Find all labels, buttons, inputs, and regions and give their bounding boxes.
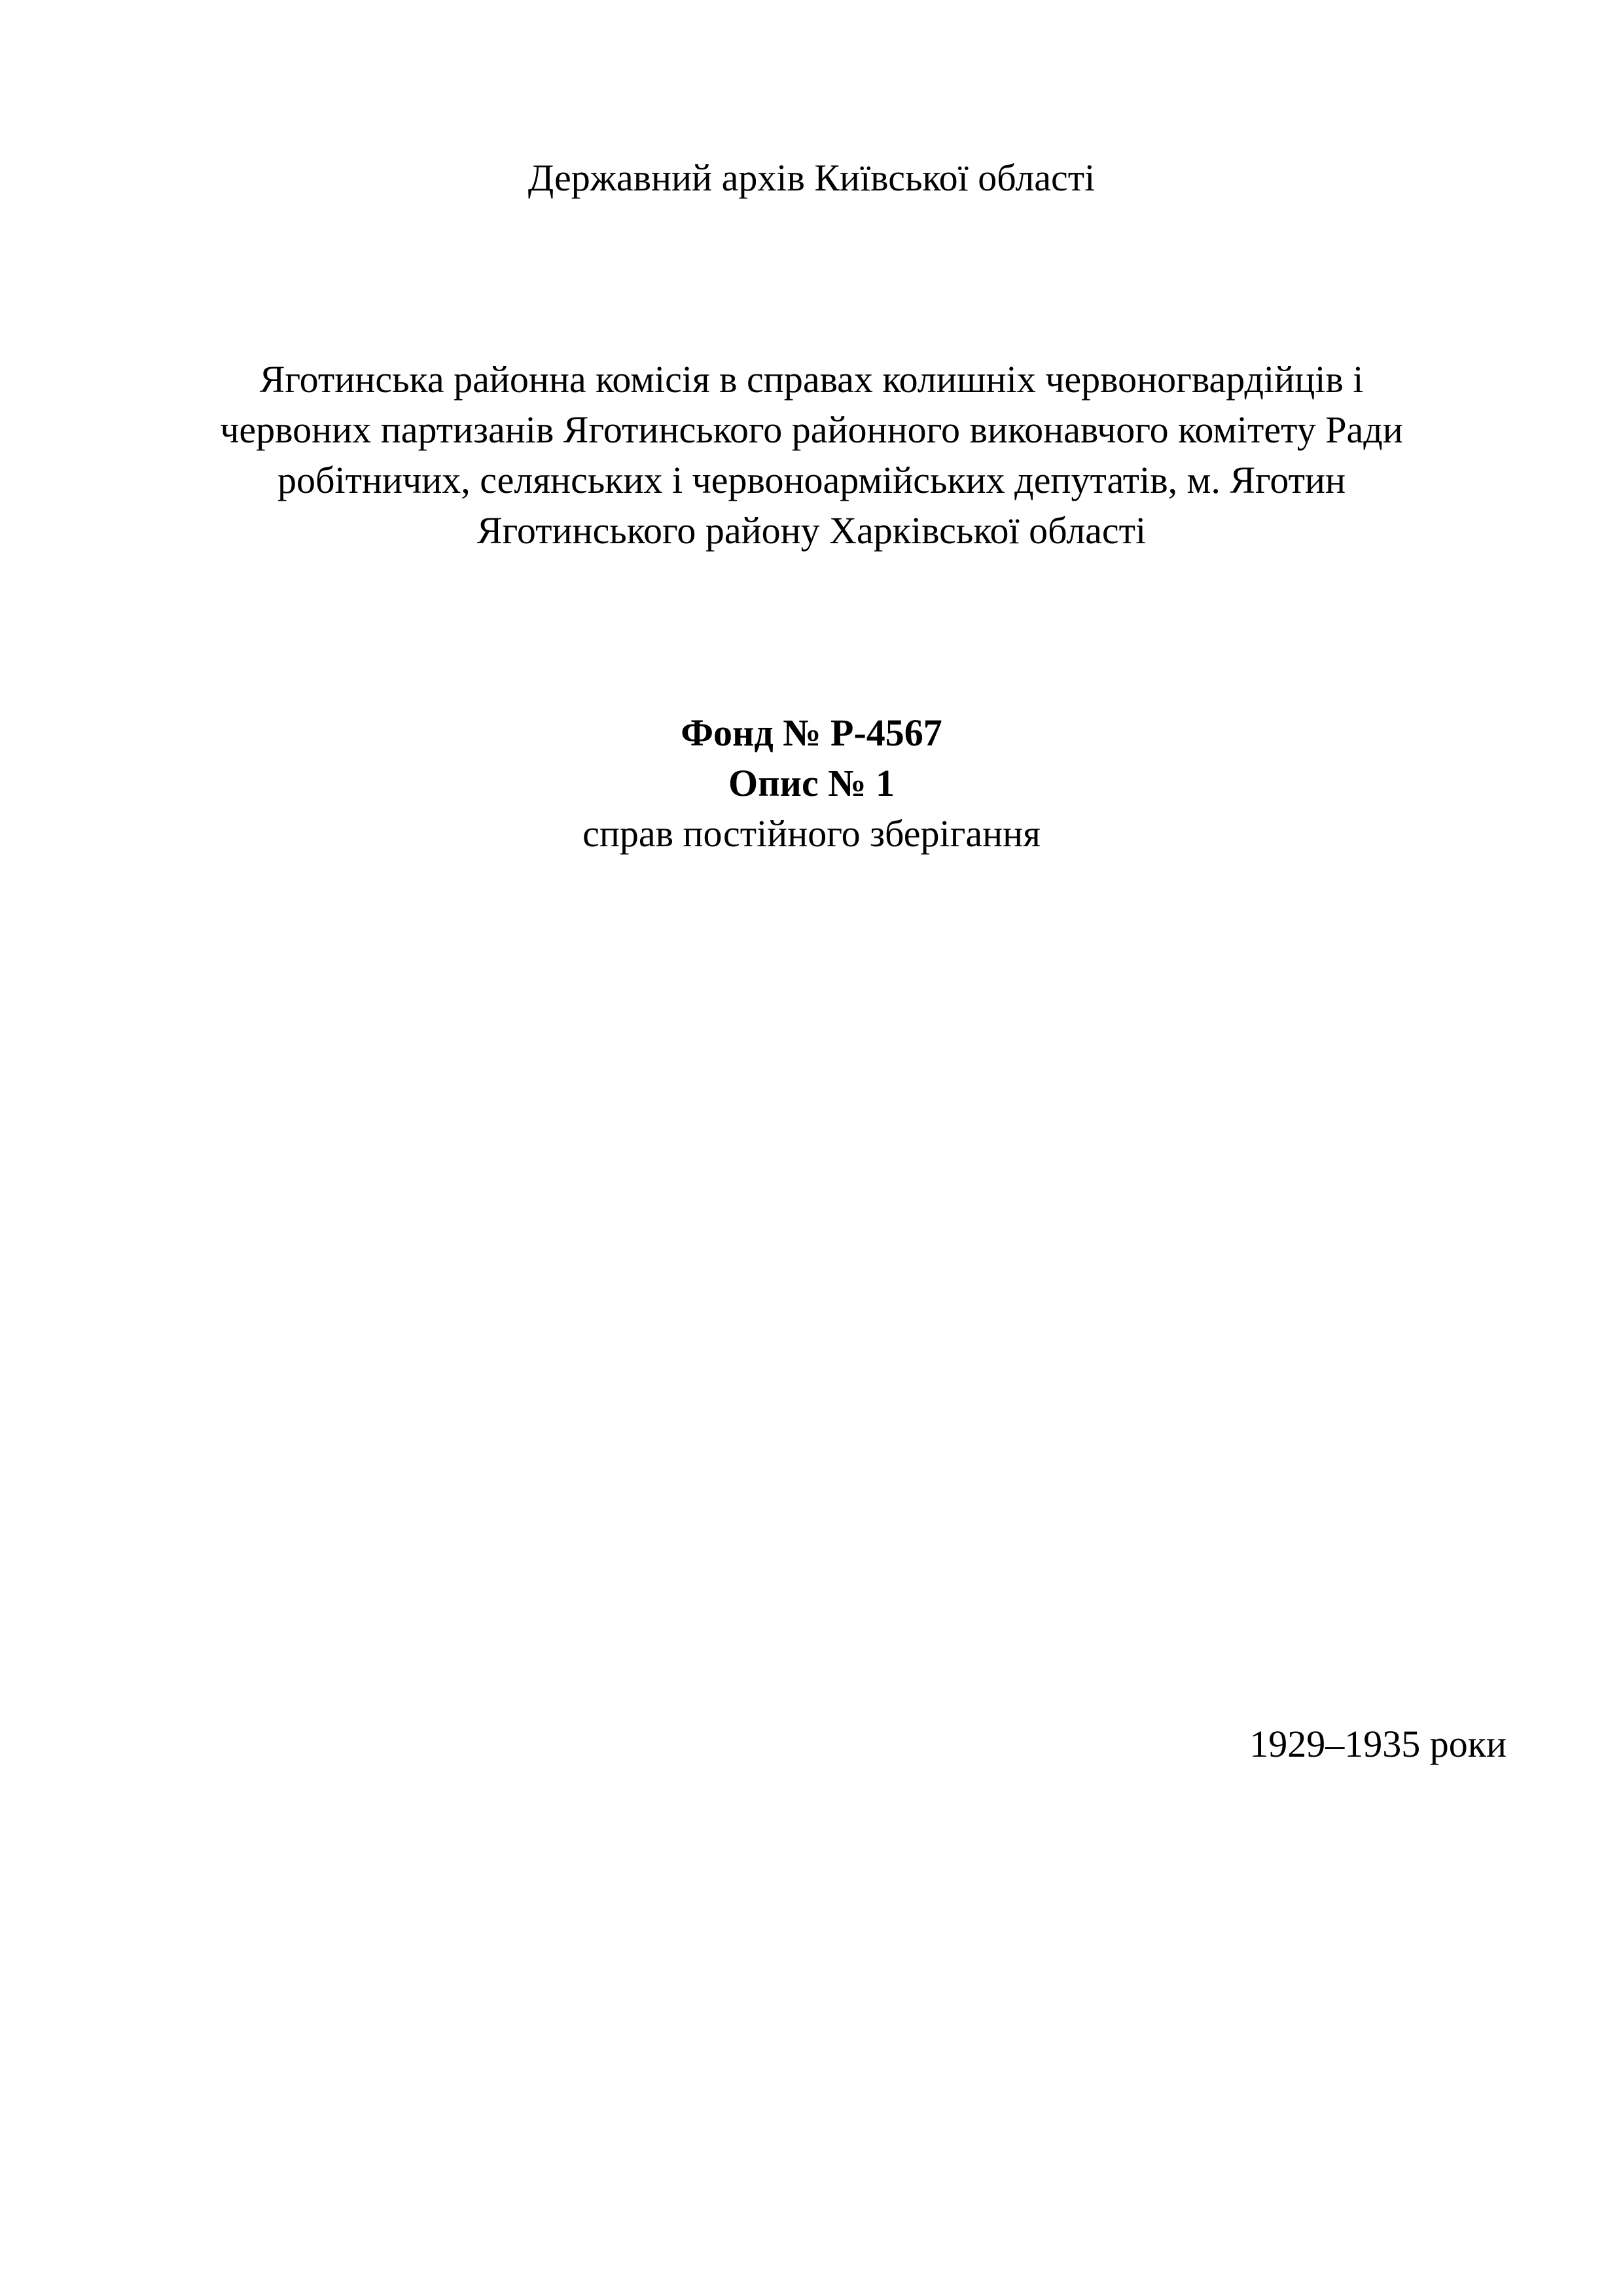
inventory-number: Опис № 1 <box>728 762 895 804</box>
fund-creator-line: червоних партизанів Яготинського районного виконавчого комітету Ради <box>220 408 1403 451</box>
archive-name: Державний архів Київської області <box>527 156 1096 199</box>
inventory-type: справ постійного зберігання <box>582 812 1041 855</box>
fund-creator-line: робітничих, селянських і червоноармійських депутатів, м. Яготин <box>277 459 1346 501</box>
fond-block <box>0 708 1623 859</box>
fund-creator-line: Яготинська районна комісія в справах колишніх червоногвардійців і <box>259 358 1364 401</box>
date-range: 1929–1935 роки <box>1249 1723 1507 1765</box>
fond-number: Фонд № Р-4567 <box>681 711 942 754</box>
fund-creator <box>0 354 1623 556</box>
fund-creator-line: Яготинського району Харківської області <box>476 509 1147 552</box>
